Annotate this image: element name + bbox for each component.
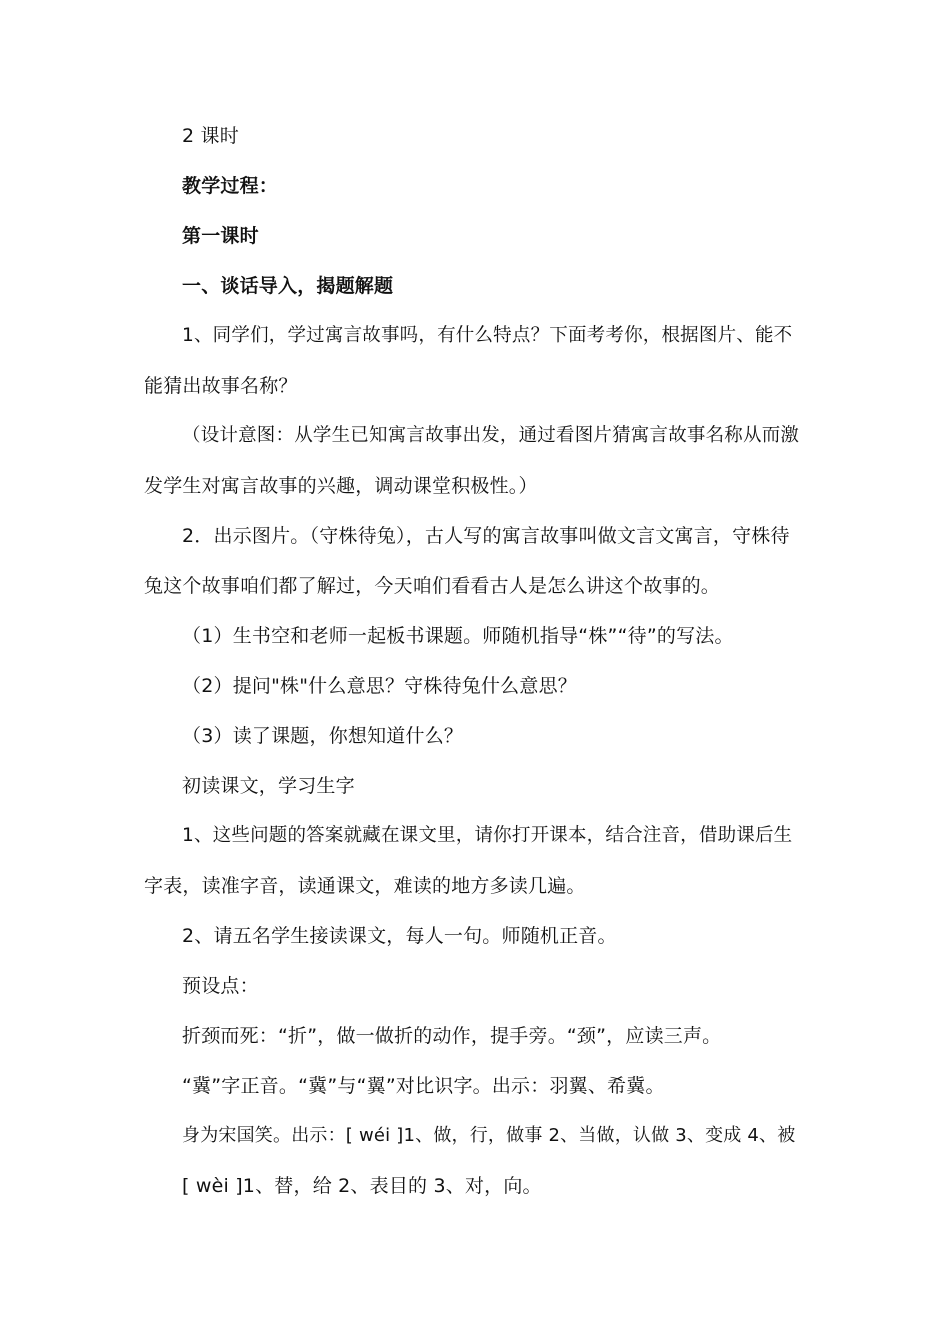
paragraph-line: 兔这个故事咱们都了解过，今天咱们看看古人是怎么讲这个故事的。 — [144, 575, 721, 597]
paragraph-line: （2）提问"株"什么意思？守株待兔什么意思？ — [182, 675, 577, 697]
paragraph-line: 1、这些问题的答案就藏在课文里，请你打开课本，结合注音，借助课后生 — [182, 825, 793, 846]
paragraph-line: 2．出示图片。（守株待兔），古人写的寓言故事叫做文言文寓言，守株待 — [182, 525, 790, 547]
paragraph-line: “冀”字正音。“冀”与“翼”对比识字。出示：羽翼、希冀。 — [182, 1075, 665, 1097]
section-heading-intro: 一、谈话导入，揭题解题 — [182, 275, 394, 297]
paragraph-line: 身为宋国笑。出示：[ wéi ]1、做，行，做事 2、当做，认做 3、变成 4、被 — [182, 1125, 796, 1146]
paragraph-line: 预设点： — [182, 975, 259, 997]
paragraph-line: [ wèi ]1、替，给 2、表目的 3、对，向。 — [182, 1175, 542, 1197]
class-hours: 2 课时 — [182, 125, 239, 147]
paragraph-line: 字表，读准字音，读通课文，难读的地方多读几遍。 — [144, 875, 586, 897]
paragraph-line: （3）读了课题，你想知道什么？ — [182, 725, 464, 747]
first-lesson-heading: 第一课时 — [182, 225, 259, 247]
paragraph-line: 1、同学们，学过寓言故事吗，有什么特点？下面考考你，根据图片、能不 — [182, 325, 793, 346]
section-heading-reading: 初读课文，学习生字 — [182, 775, 355, 797]
paragraph-line: 折颈而死：“折”，做一做折的动作，提手旁。“颈”，应读三声。 — [182, 1025, 722, 1047]
paragraph-line: 2、请五名学生接读课文，每人一句。师随机正音。 — [182, 925, 617, 947]
paragraph-line: 发学生对寓言故事的兴趣，调动课堂积极性。） — [144, 475, 538, 497]
paragraph-line: （1）生书空和老师一起板书课题。师随机指导“株”“待”的写法。 — [182, 625, 734, 647]
teaching-process-heading: 教学过程： — [182, 175, 279, 197]
paragraph-line: （设计意图：从学生已知寓言故事出发，通过看图片猜寓言故事名称从而激 — [182, 425, 800, 446]
paragraph-line: 能猜出故事名称？ — [144, 375, 298, 397]
